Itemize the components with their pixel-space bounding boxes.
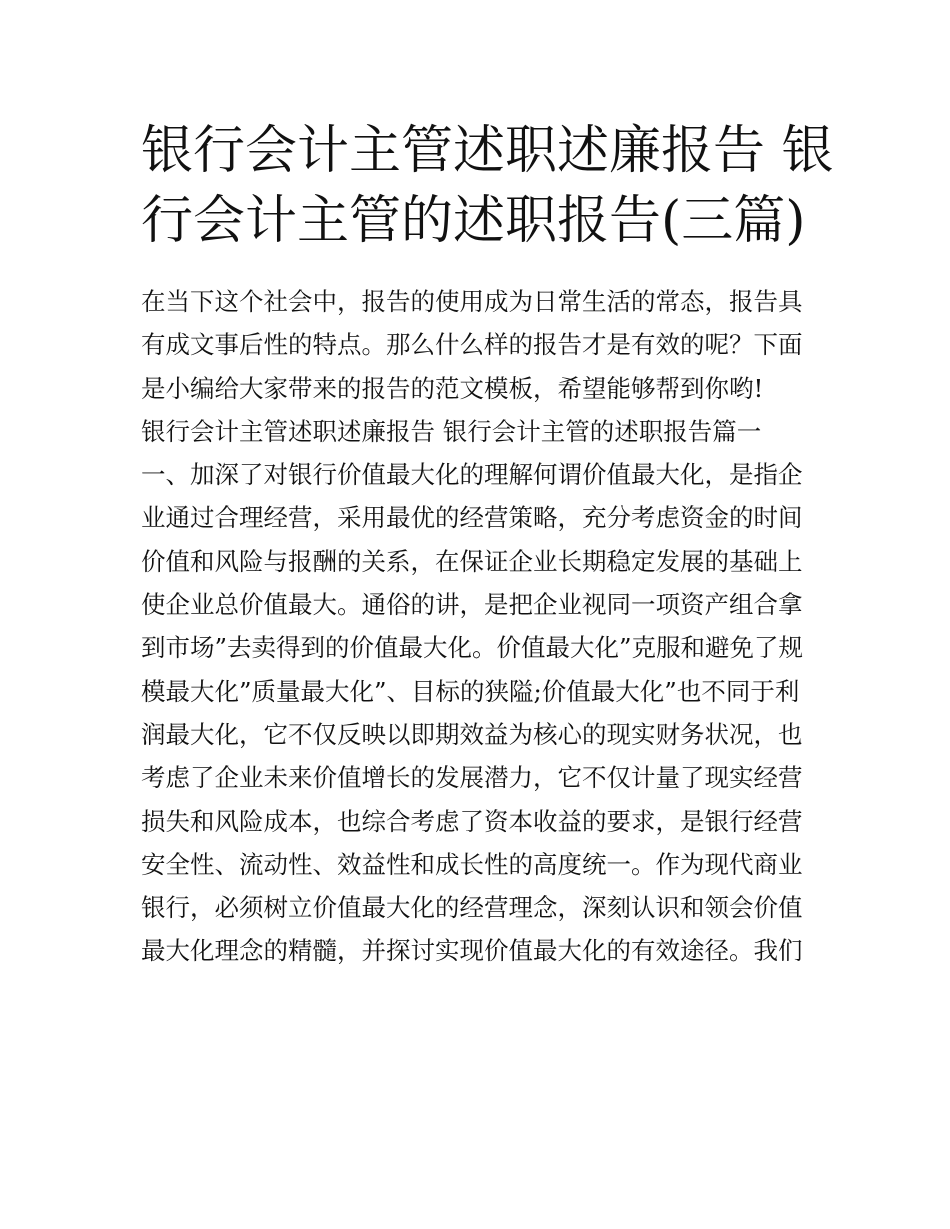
body-line: 是小编给大家带来的报告的范文模板，希望能够帮到你哟! (141, 373, 764, 403)
body-line: 一、加深了对银行价值最大化的理解何谓价值最大化，是指企 (141, 460, 803, 490)
document-body (141, 280, 821, 973)
body-line: 润最大化，它不仅反映以即期效益为核心的现实财务状况，也 (141, 719, 803, 749)
body-line: 使企业总价值最大。通俗的讲，是把企业视同一项资产组合拿 (141, 590, 803, 620)
body-line: 银行，必须树立价值最大化的经营理念，深刻认识和领会价值 (141, 893, 803, 923)
body-line: 在当下这个社会中，报告的使用成为日常生活的常态，报告具 (141, 287, 803, 316)
document-title (141, 116, 834, 256)
body-line: 到市场”去卖得到的价值最大化。价值最大化”克服和避免了规 (141, 633, 804, 663)
body-line: 业通过合理经营，采用最优的经营策略，充分考虑资金的时间 (141, 503, 803, 533)
body-line: 模最大化”质量最大化”、目标的狭隘;价值最大化”也不同于利 (141, 676, 800, 706)
body-line: 损失和风险成本，也综合考虑了资本收益的要求，是银行经营 (141, 806, 803, 836)
title-line: 银行会计主管述职述廉报告 银 (141, 121, 834, 181)
title-line: 行会计主管的述职报告(三篇) (141, 191, 806, 251)
body-line: 考虑了企业未来价值增长的发展潜力，它不仅计量了现实经营 (141, 763, 803, 793)
body-line: 有成文事后性的特点。那么什么样的报告才是有效的呢？下面 (141, 330, 803, 360)
body-line: 价值和风险与报酬的关系，在保证企业长期稳定发展的基础上 (141, 546, 803, 576)
body-line: 最大化理念的精髓，并探讨实现价值最大化的有效途径。我们 (141, 936, 803, 966)
body-line: 安全性、流动性、效益性和成长性的高度统一。作为现代商业 (141, 849, 803, 879)
section-heading: 银行会计主管述职述廉报告 银行会计主管的述职报告篇一 (141, 416, 762, 446)
